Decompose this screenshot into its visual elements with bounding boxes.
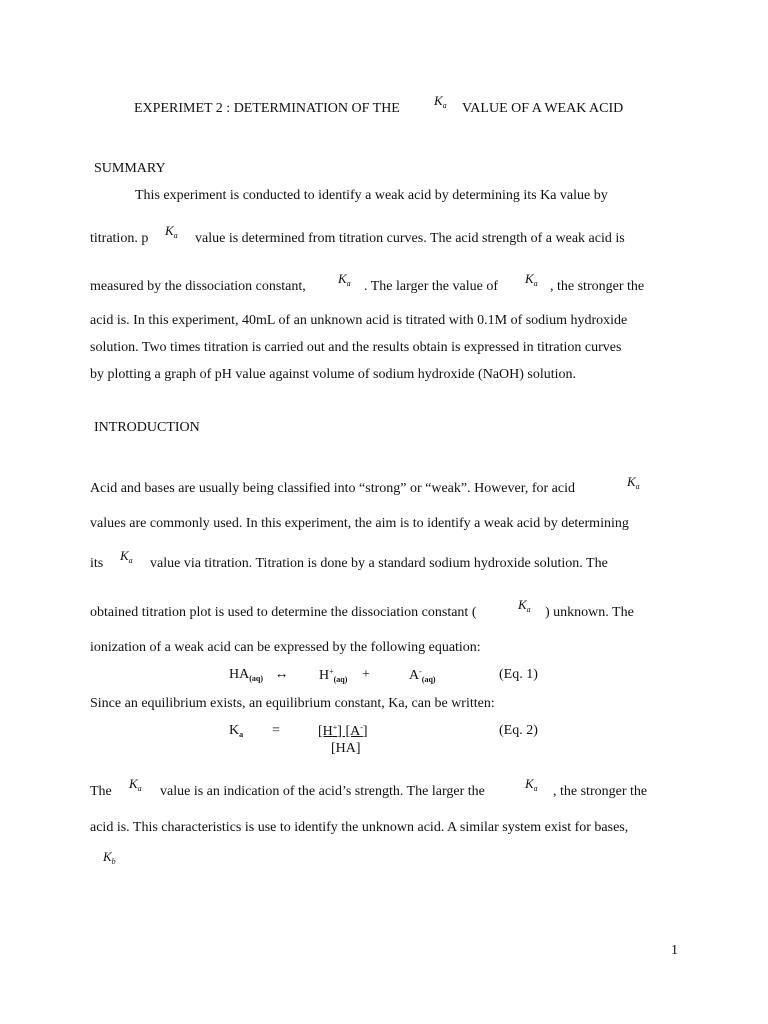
title-prefix: EXPERIMET 2 : DETERMINATION OF THE <box>134 101 400 116</box>
summary-line-2a: titration. p <box>90 231 149 246</box>
equation-1-h: $H^+_{(aq)}$ <box>319 667 348 684</box>
page-number: 1 <box>671 943 678 958</box>
kb-symbol: $K_b$ <box>103 849 116 866</box>
ka-symbol: $K_a$ <box>120 548 133 565</box>
intro-line-4b: ) unknown. The <box>545 605 634 620</box>
intro-line-7b: value is an indication of the acid’s strength. The larger the <box>160 784 485 799</box>
ka-symbol: $K_a$ <box>129 776 142 793</box>
equation-2-label: (Eq. 2) <box>499 723 538 738</box>
intro-line-8: acid is. This characteristics is use to identify the unknown acid. A similar system exist for bases, <box>90 820 629 835</box>
summary-line-5: solution. Two times titration is carried out and the results obtain is expressed in titration curves <box>90 340 622 355</box>
summary-line-4: acid is. In this experiment, 40mL of an unknown acid is titrated with 0.1M of sodium hydroxide <box>90 313 628 328</box>
title-suffix: VALUE OF A WEAK ACID <box>462 101 624 116</box>
summary-line-3c: , the stronger the <box>550 279 645 294</box>
equation-2-equals: = <box>272 723 280 738</box>
equation-2-denominator: [HA] <box>331 741 361 756</box>
title <box>134 101 400 117</box>
summary-line-1: This experiment is conducted to identify a weak acid by determining its Ka value by <box>135 188 608 203</box>
ka-symbol: $K_a$ <box>525 271 538 288</box>
introduction-heading: INTRODUCTION <box>94 420 200 435</box>
intro-line-3b: value via titration. Titration is done by a standard sodium hydroxide solution. The <box>150 556 608 571</box>
equation-1-plus: + <box>362 667 370 682</box>
ka-symbol: $K_a$ <box>434 93 447 110</box>
equation-2-numerator: [H+] [A-] <box>318 723 368 739</box>
summary-line-6: by plotting a graph of pH value against volume of sodium hydroxide (NaOH) solution. <box>90 367 577 382</box>
ka-symbol: $K_a$ <box>518 597 531 614</box>
equation-1: $HA_{(aq)}$ ↔ <box>229 667 289 683</box>
summary-line-3a: measured by the dissociation constant, <box>90 279 306 294</box>
equation-1-label: (Eq. 1) <box>499 667 538 682</box>
equation-2-k: $K_a$ <box>229 723 244 739</box>
equation-1-a: $A^-_{(aq)}$ <box>409 667 436 684</box>
ka-symbol: $K_a$ <box>338 271 351 288</box>
intro-line-7c: , the stronger the <box>553 784 648 799</box>
summary-line-2b: value is determined from titration curves. The acid strength of a weak acid is <box>195 231 625 246</box>
intro-line-3a: its <box>90 556 104 571</box>
intro-line-5: ionization of a weak acid can be expressed by the following equation: <box>90 640 481 655</box>
intro-line-1: Acid and bases are usually being classified into “strong” or “weak”. However, for acid <box>90 481 575 496</box>
ka-symbol: $K_a$ <box>627 474 640 491</box>
summary-heading: SUMMARY <box>94 161 166 176</box>
summary-line-3b: . The larger the value of <box>364 279 498 294</box>
intro-line-7a: The <box>90 784 112 799</box>
ka-symbol: $K_a$ <box>525 776 538 793</box>
intro-line-4a: obtained titration plot is used to determine the dissociation constant ( <box>90 605 477 620</box>
intro-line-2: values are commonly used. In this experiment, the aim is to identify a weak acid by determining <box>90 516 629 531</box>
ka-symbol: $K_a$ <box>165 223 178 240</box>
intro-line-6: Since an equilibrium exists, an equilibrium constant, Ka, can be written: <box>90 696 495 711</box>
